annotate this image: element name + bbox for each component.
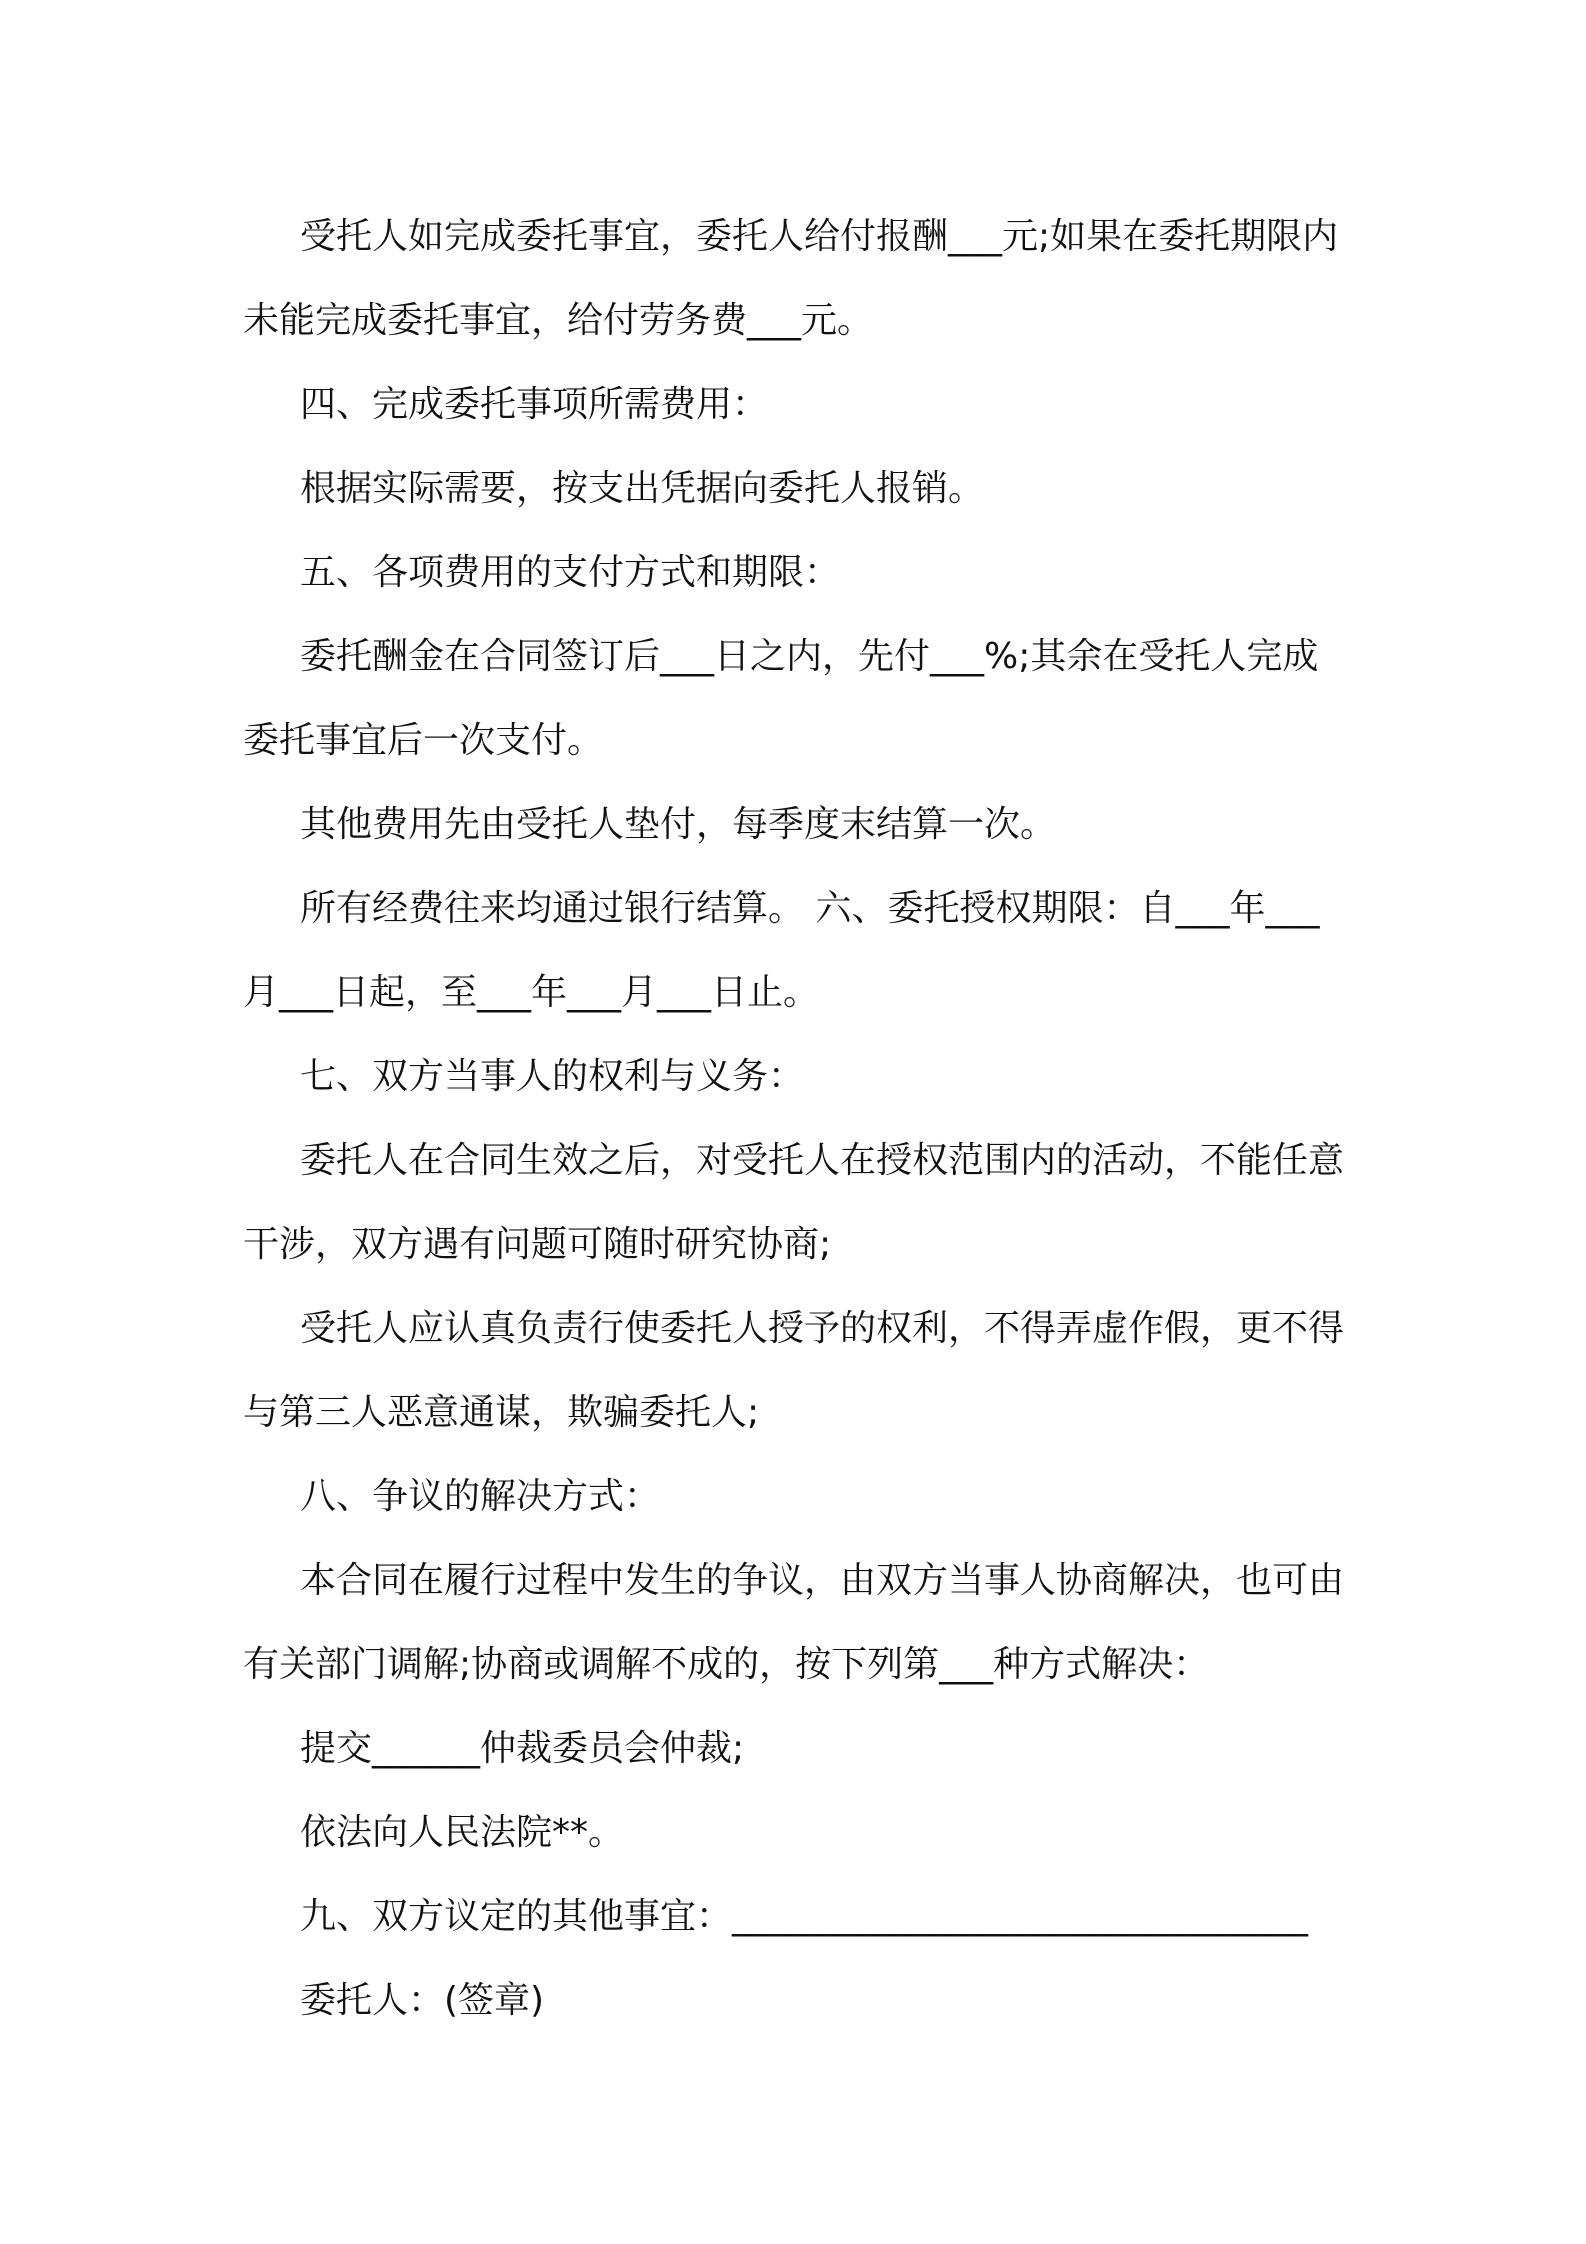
paragraph-arbitration-option: 提交______仲裁委员会仲裁;	[300, 1728, 745, 1769]
heading-section-7: 七、双方当事人的权利与义务：	[300, 1056, 805, 1097]
document-body	[243, 195, 1353, 2043]
paragraph-payment-terms: 委托酬金在合同签订后___日之内，先付___%;其余在受托人完成委托事宜后一次支付。	[243, 636, 1319, 761]
paragraph-agent-duties: 受托人应认真负责行使委托人授予的权利，不得弄虚作假，更不得与第三人恶意通谋，欺骗委托人;	[243, 1308, 1345, 1433]
paragraph-dispute-resolution: 本合同在履行过程中发生的争议，由双方当事人协商解决，也可由有关部门调解;协商或调解不成的，按下列第___种方式解决：	[243, 1560, 1345, 1685]
paragraph-remuneration: 受托人如完成委托事宜，委托人给付报酬___元;如果在委托期限内未能完成委托事宜，给付劳务费___元。	[243, 216, 1339, 341]
paragraph-court-option: 依法向人民法院**。	[300, 1812, 625, 1853]
heading-section-8: 八、争议的解决方式：	[300, 1476, 661, 1517]
paragraph-other-fees: 其他费用先由受托人垫付，每季度末结算一次。	[300, 804, 1057, 845]
paragraph-expenses: 根据实际需要，按支出凭据向委托人报销。	[300, 468, 985, 509]
heading-section-5: 五、各项费用的支付方式和期限：	[300, 552, 841, 593]
signature-line-client: 委托人：(签章)	[300, 1980, 545, 2021]
paragraph-client-rights: 委托人在合同生效之后，对受托人在授权范围内的活动，不能任意干涉，双方遇有问题可随时研究协商;	[243, 1140, 1345, 1265]
heading-section-4: 四、完成委托事项所需费用：	[300, 384, 769, 425]
heading-section-9: 九、双方议定的其他事宜：________________________________	[300, 1896, 1309, 1937]
paragraph-authorization-period: 所有经费往来均通过银行结算。 六、委托授权期限：自___年___月___日起，至___年___月___日止。	[243, 888, 1320, 1013]
